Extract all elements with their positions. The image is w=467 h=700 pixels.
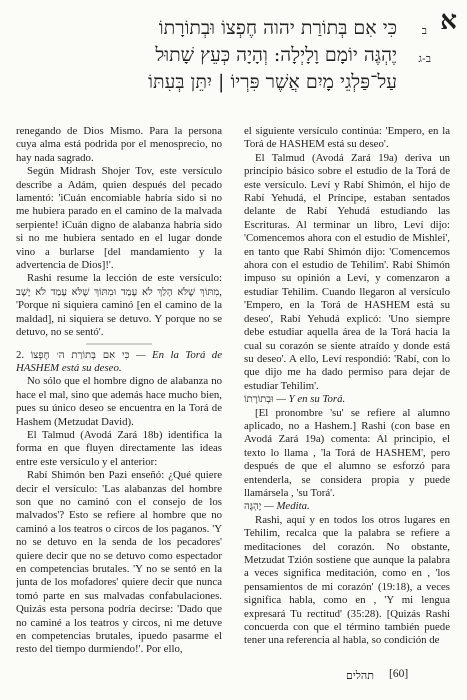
verse-label: 2. — [16, 348, 25, 361]
paragraph: Según Midrash Shojer Tov, este versículo describe a Adám, quien después del pecado lamentó: 'iCuán encomiable habría sido si no me hubiera parado en el camino de la malvada serpiente! iCuán digno de alabanza habría sido si no me hubiera sentado en el lugar donde vino a burlarse [del mandamiento y la advertencia de Dios]!'. — [16, 165, 222, 272]
verse-heading — [244, 500, 450, 513]
hebrew-verse-line: עַל־פַּלְגֵי מָיִם אֲשֶׁר פִּרְיוֹ | יִתֵּן בְּעִתּוֹ — [148, 71, 397, 93]
paragraph: renegando de Dios Mismo. Para la persona cuya alma está podrida por el menosprecio, no hay nada sagrado. — [16, 125, 222, 164]
lemma-translation: — Medita. — [264, 500, 310, 513]
book-name: תהלים — [346, 669, 374, 682]
page-footer — [0, 669, 467, 689]
text: Rashi resume la lección de este versículo: — [27, 272, 222, 285]
hebrew-quote: מִתּוֹךְ שֶׁלֹּא הָלַךְ לֹא עָמַד וּמִתּוֹךְ שֶׁלֹּא עָמַד לֹא יָשָׁב — [16, 286, 220, 298]
page-number: [60] — [389, 668, 409, 680]
paragraph: Rashi, aquí y en todos los otros lugares en Tehilim, recalca que la palabra se refiere a meditaciones del corazón. No obstante, Metzudat Tzión sostiene que aunque la palabra a veces significa meditación, como en , 'los pensamientos de mi corazón' (19:18), a veces significa habla, como en , 'Y mi lengua expresará Tu rectitud' (35:28). [Quizás Rashi concuerda con que el término también puede tener una referencia al habla, so condición de — [244, 513, 450, 647]
verse-header — [10, 6, 457, 112]
verse-number: ב-ג — [418, 52, 431, 65]
commentary-column-right — [244, 125, 450, 665]
paragraph: No sólo que el hombre digno de alabanza no hace el mal, sino que además hace mucho bien, pues su único deseo se encuentra en la Torá de Hashem (Metzudat David). — [16, 375, 222, 428]
hebrew-lemma: וּבְתוֹרָתוֹ — [244, 394, 274, 406]
paragraph: el siguiente versículo continúa: 'Empero, en la Torá de HASHEM está su deseo'. — [244, 125, 450, 151]
paragraph: El Talmud (Avodá Zará 18b) identifica la forma en que fluyen directamente las ideas entre este versículo y el anterior: — [16, 428, 222, 468]
commentary-column-left — [16, 125, 222, 665]
verse-heading — [16, 349, 222, 376]
paragraph: [El pronombre 'su' se refiere al alumno aplicado, no a Hashem.] Rashi (con base en Avodá Zará 19a) comenta: Al principio, el texto lo llama , 'la Torá de HASHEM', pero después de que el alumno se esforzó para entenderla, se considera propia y puede llamársela , 'su Torá'. — [244, 406, 450, 499]
paragraph: El Talmud (Avodá Zará 19a) deriva un principio básico sobre el estudio de la Torá de este versículo. Leví y Rabí Shimón, el hijo de Rabí Yehudá, el Príncipe, estaban sentados delante de Rabí Yehudá estudiando las Escrituras. Al terminar un libro, Leví dijo: 'Comencemos ahora con el estudio de Mishlei', en tanto que Rabí Shimón dijo: 'Comencemos ahora con el estudio de Tehilim'. Rabí Shimón impuso su opinión a Leví, y comenzaron a estudiar Tehilim. Cuando llegaron al versículo 'Empero, en la Torá de HASHEM está su deseo', Rabí Yehudá explicó: 'Uno siempre debe estudiar aquella área de la Torá hacia la cual su corazón se siente atraído y donde está su deseo'. A ello, Leví respondió: 'Rabí, con lo que dijo me ha dado permiso para dejar de estudiar Tehilim'. — [244, 151, 450, 392]
lemma-translation: — En la Torá de HASHEM está su deseo. — [16, 348, 222, 374]
text: 'Porque ni siquiera caminó [en el camino de la maldad], ni siquiera se detuvo. Y porque no se detuvo, no se sentó'. — [16, 299, 222, 339]
paragraph: Rabí Shimón ben Pazi enseñó: ¿Qué quiere decir el versículo: 'Las alabanzas del hombre son que no caminó con el consejo de los malvados'? Esto se refiere al hombre que no caminó a los teatros o circos de los paganos. 'Y no se detuvo en la senda de los pecadores' quiere decir que no se detuvo como espectador en competencias brutales. 'Y no se sentó en la junta de los mofadores' quiere decir que nunca tomó parte en sus malvadas confabulaciones. Quizás esta persona podría decirse: 'Dado que no caminé a los teatros y circos, ni me detuve en competencias brutales, ipuedo pasarme el resto del tiempo durmiendo!'. Por ello, — [16, 469, 222, 656]
hebrew-lemma: יֶהְגֶּה — [244, 501, 262, 513]
hebrew-lemma: כִּי אִם בְּתוֹרַת ה׳ חֶפְצוֹ — [30, 349, 130, 361]
verse-number: ב — [421, 24, 427, 37]
section-divider — [16, 341, 222, 347]
hebrew-verse-line: כִּי אִם בְּתוֹרַת יהוה חֶפְצוֹ וּבְתוֹרָתוֹ — [158, 17, 397, 39]
verse-heading — [244, 393, 450, 406]
hebrew-verse-line: יֶהְגֶּה יוֹמָם וָלָיְלָה: וְהָיָה כְּעֵץ שָׁתוּל — [155, 44, 397, 66]
chapter-letter: א — [440, 6, 457, 36]
lemma-translation: — Y en su Torá. — [276, 393, 346, 406]
paragraph: Rashi resume la lección de este versículo: מִתּוֹךְ שֶׁלֹּא הָלַךְ לֹא עָמַד וּמִתּוֹךְ שֶׁלֹּא עָמַד לֹא יָשָׁב, 'Porque ni siquiera caminó [en el camino de la maldad], ni siquiera se detuvo. Y porque no se detuvo, no se sentó'. — [16, 272, 222, 339]
